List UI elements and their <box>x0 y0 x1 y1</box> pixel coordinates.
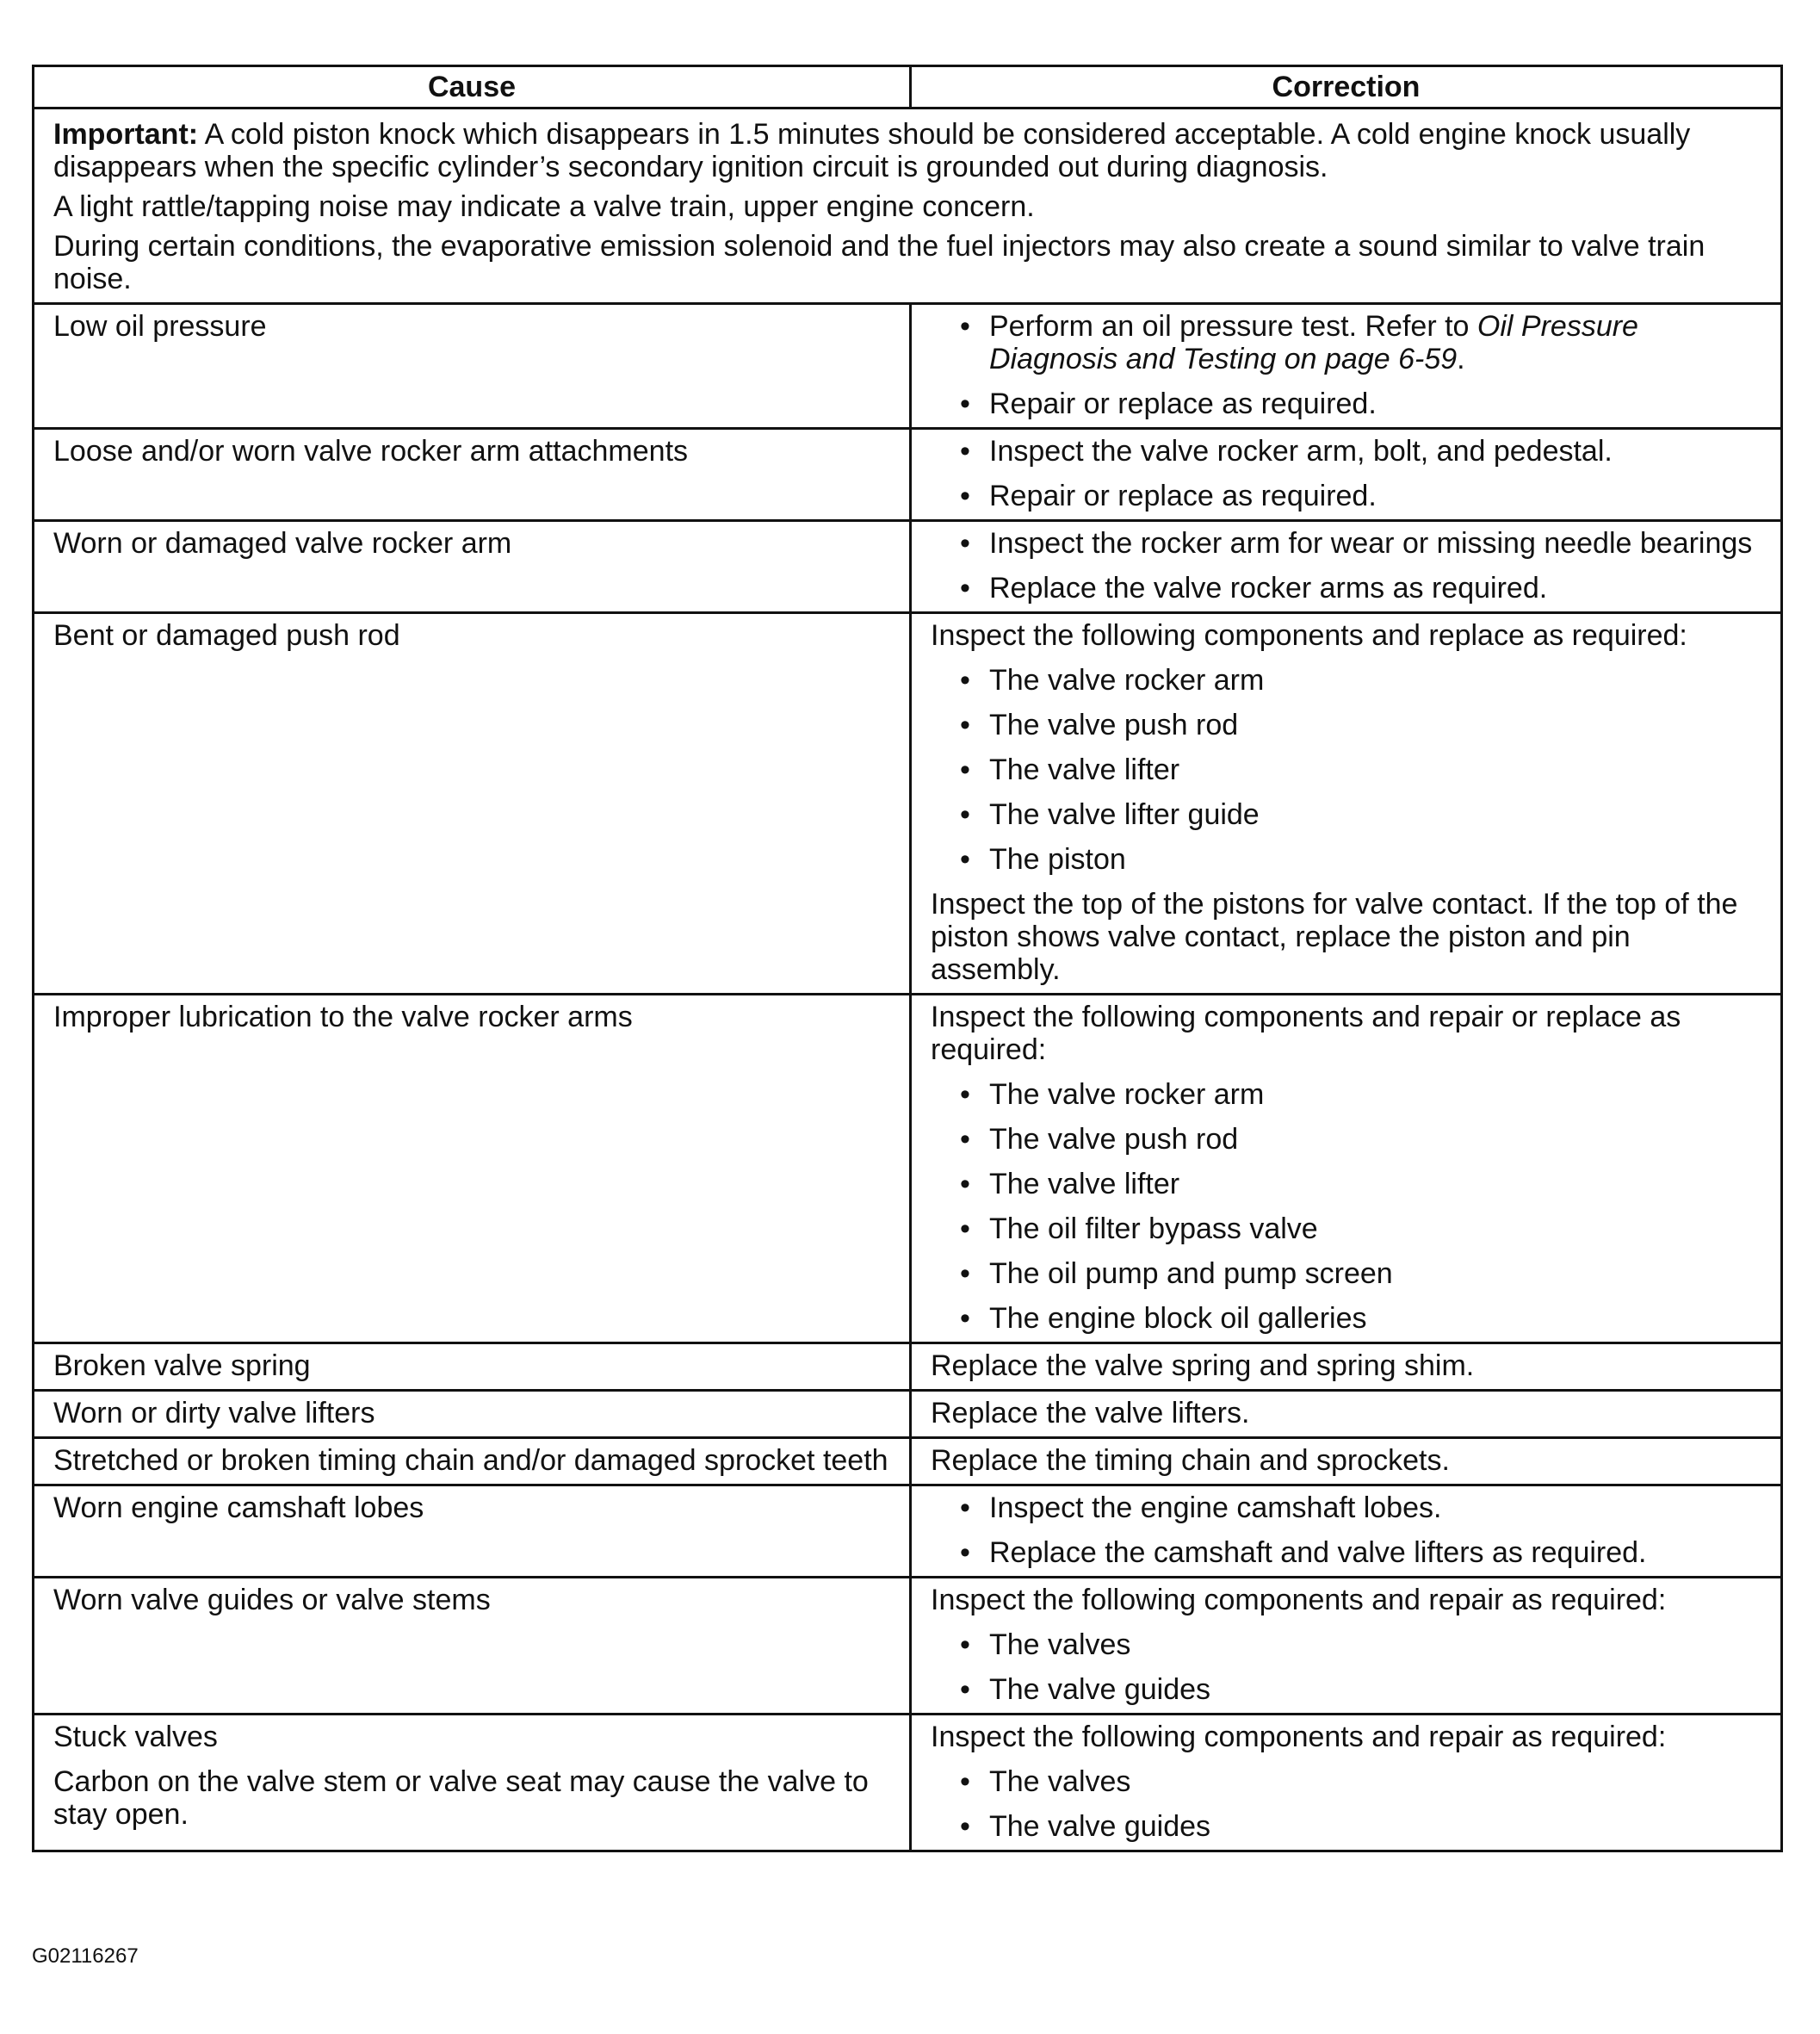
list-item <box>931 1491 1761 1524</box>
bullet-icon: • <box>960 480 970 512</box>
item-text: Inspect the valve rocker arm, bolt, and pedestal. <box>989 435 1613 468</box>
list-item <box>931 572 1761 605</box>
correction-list <box>931 1491 1761 1569</box>
cause-cell: Loose and/or worn valve rocker arm attachments <box>34 429 911 521</box>
list-item <box>931 709 1761 741</box>
table-row <box>34 521 1782 613</box>
cause-cell: Low oil pressure <box>34 304 911 429</box>
item-text: Perform an oil pressure test. Refer to <box>989 310 1477 343</box>
correction-cell <box>911 995 1782 1343</box>
correction-list <box>931 435 1761 512</box>
item-text: The oil filter bypass valve <box>989 1212 1318 1245</box>
bullet-icon: • <box>960 435 970 468</box>
list-item <box>931 480 1761 512</box>
item-text: The oil pump and pump screen <box>989 1257 1393 1290</box>
item-text: Replace the valve rocker arms as required. <box>989 572 1548 605</box>
table-row <box>34 1715 1782 1851</box>
cause-cell: Broken valve spring <box>34 1343 911 1391</box>
list-item <box>931 753 1761 786</box>
correction-cell <box>911 1715 1782 1851</box>
note-paragraph: During certain conditions, the evaporative emission solenoid and the fuel injectors may also create a sound similar to valve train noise. <box>53 230 1705 295</box>
list-item <box>931 798 1761 831</box>
correction-cell: Replace the valve lifters. <box>911 1391 1782 1438</box>
bullet-icon: • <box>960 1302 970 1335</box>
list-item <box>931 1257 1761 1290</box>
note-paragraph <box>53 118 1761 183</box>
list-item <box>931 843 1761 876</box>
important-label: Important: <box>53 118 199 151</box>
correction-cell <box>911 429 1782 521</box>
item-text: The valve push rod <box>989 709 1239 741</box>
cause-cell: Stretched or broken timing chain and/or damaged sprocket teeth <box>34 1438 911 1485</box>
page-reference: Oil Pressure Diagnosis and Testing on page 6-59 <box>989 310 1638 375</box>
figure-id: G02116267 <box>32 1944 139 1968</box>
item-text: The valve push rod <box>989 1123 1239 1156</box>
correction-cell <box>911 521 1782 613</box>
list-item <box>931 527 1761 560</box>
table-row <box>34 1438 1782 1485</box>
bullet-icon: • <box>960 1257 970 1290</box>
item-text: The piston <box>989 843 1126 876</box>
header-row <box>34 66 1782 109</box>
item-text: . <box>1457 343 1465 375</box>
item-text: The valve lifter <box>989 753 1180 786</box>
bullet-icon: • <box>960 1212 970 1245</box>
correction-cell: Replace the valve spring and spring shim. <box>911 1343 1782 1391</box>
list-item <box>931 1078 1761 1111</box>
important-note <box>34 109 1782 304</box>
correction-list <box>931 1765 1761 1843</box>
correction-trailer: Inspect the top of the pistons for valve contact. If the top of the piston shows valve contact, replace the piston and pin assembly. <box>931 888 1738 986</box>
correction-list <box>931 664 1761 876</box>
bullet-icon: • <box>960 572 970 605</box>
correction-intro: Inspect the following components and repair as required: <box>931 1721 1667 1753</box>
item-text: The valve lifter <box>989 1168 1180 1200</box>
bullet-icon: • <box>960 1628 970 1661</box>
list-item <box>931 664 1761 697</box>
correction-cell: Replace the timing chain and sprockets. <box>911 1438 1782 1485</box>
cause-cell: Worn or dirty valve lifters <box>34 1391 911 1438</box>
cause-cell <box>34 1715 911 1851</box>
list-item <box>931 310 1761 375</box>
bullet-icon: • <box>960 1765 970 1798</box>
note-text: A cold piston knock which disappears in 1.5 minutes should be considered acceptable. A cold engine knock usually disappears when the specific cylinder’s secondary ignition circuit is grounded out during diagnosis. <box>53 118 1691 183</box>
list-item <box>931 435 1761 468</box>
cause-cell: Bent or damaged push rod <box>34 613 911 995</box>
correction-intro: Inspect the following components and repair or replace as required: <box>931 1001 1681 1066</box>
correction-cell <box>911 1485 1782 1578</box>
item-text: Repair or replace as required. <box>989 480 1377 512</box>
item-text: The valves <box>989 1765 1131 1798</box>
list-item <box>931 388 1761 420</box>
correction-intro: Inspect the following components and repair as required: <box>931 1584 1667 1616</box>
list-item <box>931 1123 1761 1156</box>
correction-intro: Inspect the following components and replace as required: <box>931 619 1687 652</box>
item-text: Replace the camshaft and valve lifters as required. <box>989 1536 1647 1569</box>
list-item <box>931 1810 1761 1843</box>
correction-list <box>931 1628 1761 1706</box>
list-item <box>931 1536 1761 1569</box>
correction-cell <box>911 613 1782 995</box>
bullet-icon: • <box>960 1491 970 1524</box>
important-note-row <box>34 109 1782 304</box>
item-text: The valve guides <box>989 1810 1211 1843</box>
table-row <box>34 1578 1782 1715</box>
correction-cell <box>911 304 1782 429</box>
item-text: Repair or replace as required. <box>989 388 1377 420</box>
list-item <box>931 1302 1761 1335</box>
item-text: The valve rocker arm <box>989 1078 1265 1111</box>
list-item <box>931 1673 1761 1706</box>
item-text: The engine block oil galleries <box>989 1302 1367 1335</box>
item-text: The valve rocker arm <box>989 664 1265 697</box>
bullet-icon: • <box>960 664 970 697</box>
diagnosis-table <box>32 65 1783 1852</box>
cause-detail: Carbon on the valve stem or valve seat may cause the valve to stay open. <box>53 1765 869 1831</box>
bullet-icon: • <box>960 1536 970 1569</box>
bullet-icon: • <box>960 1123 970 1156</box>
list-item <box>931 1628 1761 1661</box>
list-item <box>931 1765 1761 1798</box>
correction-column-header: Correction <box>911 66 1782 109</box>
list-item <box>931 1212 1761 1245</box>
table-row <box>34 613 1782 995</box>
table-row <box>34 429 1782 521</box>
item-text: Inspect the engine camshaft lobes. <box>989 1491 1442 1524</box>
list-item <box>931 1168 1761 1200</box>
cause-cell: Worn valve guides or valve stems <box>34 1578 911 1715</box>
cause-title: Stuck valves <box>53 1721 218 1753</box>
item-text: The valve guides <box>989 1673 1211 1706</box>
bullet-icon: • <box>960 709 970 741</box>
correction-list <box>931 1078 1761 1335</box>
table-row <box>34 1485 1782 1578</box>
correction-cell <box>911 1578 1782 1715</box>
cause-cell: Worn or damaged valve rocker arm <box>34 521 911 613</box>
cause-cell: Worn engine camshaft lobes <box>34 1485 911 1578</box>
bullet-icon: • <box>960 843 970 876</box>
bullet-icon: • <box>960 310 970 343</box>
bullet-icon: • <box>960 527 970 560</box>
bullet-icon: • <box>960 1810 970 1843</box>
bullet-icon: • <box>960 388 970 420</box>
item-text: The valve lifter guide <box>989 798 1260 831</box>
item-text: The valves <box>989 1628 1131 1661</box>
bullet-icon: • <box>960 798 970 831</box>
table-row <box>34 1391 1782 1438</box>
bullet-icon: • <box>960 753 970 786</box>
table-row <box>34 995 1782 1343</box>
correction-list <box>931 527 1761 605</box>
note-paragraph: A light rattle/tapping noise may indicate a valve train, upper engine concern. <box>53 190 1035 223</box>
item-text: Inspect the rocker arm for wear or missing needle bearings <box>989 527 1753 560</box>
bullet-icon: • <box>960 1078 970 1111</box>
cause-column-header: Cause <box>34 66 911 109</box>
correction-list <box>931 310 1761 420</box>
table-row <box>34 304 1782 429</box>
bullet-icon: • <box>960 1168 970 1200</box>
cause-cell: Improper lubrication to the valve rocker arms <box>34 995 911 1343</box>
table-row <box>34 1343 1782 1391</box>
bullet-icon: • <box>960 1673 970 1706</box>
